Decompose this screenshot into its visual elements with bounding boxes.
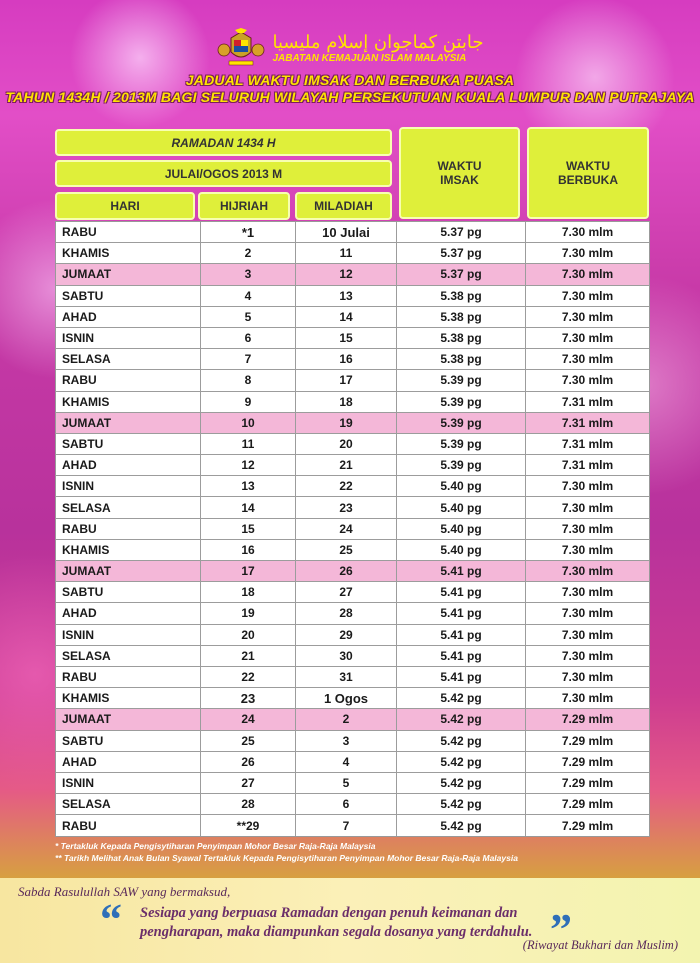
cell-hari: KHAMIS — [56, 243, 201, 263]
cell-imsak: 5.40 pg — [397, 497, 526, 517]
column-header-berbuka-label: WAKTU BERBUKA — [558, 159, 618, 187]
cell-hijriah: 24 — [201, 709, 296, 729]
cell-hari: KHAMIS — [56, 540, 201, 560]
cell-hijriah: 17 — [201, 561, 296, 581]
cell-miladiah: 6 — [296, 794, 397, 814]
cell-imsak: 5.38 pg — [397, 349, 526, 369]
cell-hijriah: *1 — [201, 222, 296, 242]
table-row — [56, 773, 649, 794]
cell-berbuka: 7.31 mlm — [561, 458, 614, 473]
open-quote-icon: “ — [100, 895, 122, 944]
cell-berbuka: 7.31 mlm — [561, 394, 614, 409]
cell-berbuka: 7.30 mlm — [561, 331, 614, 346]
table-row — [56, 286, 649, 307]
column-header-imsak — [399, 127, 520, 219]
quote-text: Sesiapa yang berpuasa Ramadan dengan penuh keimanan dan pengharapan, maka diampunkan segala dosanya yang terdahulu. — [140, 905, 533, 940]
cell-berbuka: 7.29 mlm — [561, 754, 614, 769]
cell-berbuka: 7.30 mlm — [561, 225, 614, 240]
table-row — [56, 434, 649, 455]
column-header-hari: HARI — [55, 192, 195, 220]
cell-imsak: 5.41 pg — [397, 561, 526, 581]
cell-hijriah: 28 — [201, 794, 296, 814]
cell-berbuka: 7.29 mlm — [561, 818, 614, 833]
cell-berbuka: 7.30 mlm — [561, 648, 614, 663]
table-row — [56, 667, 649, 688]
quote-source: (Riwayat Bukhari dan Muslim) — [522, 938, 678, 952]
cell-imsak: 5.39 pg — [397, 434, 526, 454]
cell-hari: SABTU — [56, 286, 201, 306]
cell-hari: SELASA — [56, 497, 201, 517]
coat-of-arms-icon — [217, 28, 265, 68]
cell-imsak: 5.41 pg — [397, 582, 526, 602]
cell-imsak: 5.42 pg — [397, 752, 526, 772]
table-row — [56, 307, 649, 328]
cell-berbuka: 7.29 mlm — [561, 733, 614, 748]
table-row — [56, 264, 649, 285]
cell-hari: AHAD — [56, 603, 201, 623]
cell-hijriah: 27 — [201, 773, 296, 793]
column-header-imsak-label: WAKTU IMSAK — [437, 159, 482, 187]
page-subtitle: TAHUN 1434H / 2013M BAGI SELURUH WILAYAH PERSEKUTUAN KUALA LUMPUR DAN PUTRAJAYA — [5, 89, 695, 105]
cell-hijriah: 19 — [201, 603, 296, 623]
table-row — [56, 582, 649, 603]
cell-hijriah: 25 — [201, 731, 296, 751]
table-row — [56, 709, 649, 730]
quote-intro: Sabda Rasulullah SAW yang bermaksud, — [18, 884, 231, 899]
cell-berbuka: 7.30 mlm — [561, 373, 614, 388]
cell-miladiah: 10 Julai — [296, 222, 397, 242]
cell-hari: JUMAAT — [56, 413, 201, 433]
close-quote-icon: ” — [550, 905, 572, 954]
cell-berbuka: 7.30 mlm — [561, 691, 614, 706]
cell-hari: RABU — [56, 370, 201, 390]
cell-hijriah: 14 — [201, 497, 296, 517]
cell-miladiah: 14 — [296, 307, 397, 327]
cell-imsak: 5.37 pg — [397, 243, 526, 263]
cell-hari: SELASA — [56, 349, 201, 369]
table-row — [56, 519, 649, 540]
page-title: JADUAL WAKTU IMSAK DAN BERBUKA PUASA — [185, 72, 515, 88]
table-row — [56, 349, 649, 370]
table-row — [56, 752, 649, 773]
table-row — [56, 815, 649, 836]
cell-hari: ISNIN — [56, 476, 201, 496]
cell-miladiah: 19 — [296, 413, 397, 433]
cell-hijriah: **29 — [201, 815, 296, 836]
cell-hijriah: 11 — [201, 434, 296, 454]
cell-miladiah: 21 — [296, 455, 397, 475]
cell-imsak: 5.42 pg — [397, 815, 526, 836]
cell-imsak: 5.41 pg — [397, 625, 526, 645]
cell-imsak: 5.40 pg — [397, 519, 526, 539]
table-row — [56, 561, 649, 582]
cell-hari: RABU — [56, 222, 201, 242]
cell-miladiah: 12 — [296, 264, 397, 284]
cell-miladiah: 26 — [296, 561, 397, 581]
table-row — [56, 731, 649, 752]
cell-hijriah: 18 — [201, 582, 296, 602]
cell-miladiah: 25 — [296, 540, 397, 560]
page-header — [0, 28, 700, 105]
cell-hijriah: 15 — [201, 519, 296, 539]
cell-imsak: 5.42 pg — [397, 709, 526, 729]
cell-miladiah: 5 — [296, 773, 397, 793]
cell-berbuka: 7.30 mlm — [561, 500, 614, 515]
cell-berbuka: 7.30 mlm — [561, 542, 614, 557]
cell-hijriah: 8 — [201, 370, 296, 390]
cell-imsak: 5.37 pg — [397, 222, 526, 242]
cell-imsak: 5.42 pg — [397, 688, 526, 708]
cell-hijriah: 2 — [201, 243, 296, 263]
cell-hari: ISNIN — [56, 625, 201, 645]
cell-hijriah: 4 — [201, 286, 296, 306]
cell-imsak: 5.38 pg — [397, 328, 526, 348]
cell-imsak: 5.38 pg — [397, 307, 526, 327]
cell-hijriah: 7 — [201, 349, 296, 369]
cell-berbuka: 7.30 mlm — [561, 267, 614, 282]
cell-imsak: 5.37 pg — [397, 264, 526, 284]
footnote-1: * Tertakluk Kepada Pengisytiharan Penyimpan Mohor Besar Raja-Raja Malaysia — [55, 841, 376, 851]
cell-hijriah: 23 — [201, 688, 296, 708]
cell-miladiah: 18 — [296, 392, 397, 412]
cell-hari: RABU — [56, 667, 201, 687]
cell-miladiah: 31 — [296, 667, 397, 687]
table-row — [56, 794, 649, 815]
table-row — [56, 370, 649, 391]
cell-miladiah: 17 — [296, 370, 397, 390]
cell-berbuka: 7.30 mlm — [561, 606, 614, 621]
cell-hijriah: 10 — [201, 413, 296, 433]
cell-imsak: 5.41 pg — [397, 646, 526, 666]
cell-hari: ISNIN — [56, 328, 201, 348]
cell-hari: AHAD — [56, 307, 201, 327]
cell-miladiah: 1 Ogos — [296, 688, 397, 708]
cell-miladiah: 23 — [296, 497, 397, 517]
table-row — [56, 243, 649, 264]
cell-imsak: 5.42 pg — [397, 731, 526, 751]
cell-hari: RABU — [56, 519, 201, 539]
cell-berbuka: 7.30 mlm — [561, 585, 614, 600]
cell-miladiah: 2 — [296, 709, 397, 729]
cell-hijriah: 13 — [201, 476, 296, 496]
table-row — [56, 476, 649, 497]
footnotes — [55, 840, 665, 864]
table-row — [56, 222, 649, 243]
cell-imsak: 5.38 pg — [397, 286, 526, 306]
cell-imsak: 5.40 pg — [397, 476, 526, 496]
cell-berbuka: 7.30 mlm — [561, 521, 614, 536]
cell-hijriah: 21 — [201, 646, 296, 666]
department-logo-row — [0, 28, 700, 68]
cell-hari: KHAMIS — [56, 688, 201, 708]
cell-hari: KHAMIS — [56, 392, 201, 412]
schedule-table — [55, 221, 650, 837]
cell-miladiah: 24 — [296, 519, 397, 539]
cell-miladiah: 22 — [296, 476, 397, 496]
cell-hijriah: 6 — [201, 328, 296, 348]
cell-miladiah: 30 — [296, 646, 397, 666]
cell-hari: ISNIN — [56, 773, 201, 793]
department-name-jawi: جابتن كماجوان إسلام مليسيا — [272, 31, 484, 53]
cell-hijriah: 26 — [201, 752, 296, 772]
cell-berbuka: 7.30 mlm — [561, 352, 614, 367]
cell-imsak: 5.41 pg — [397, 667, 526, 687]
cell-hari: SABTU — [56, 731, 201, 751]
table-row — [56, 540, 649, 561]
table-row — [56, 688, 649, 709]
cell-hari: AHAD — [56, 455, 201, 475]
cell-hari: SABTU — [56, 434, 201, 454]
table-row — [56, 413, 649, 434]
cell-berbuka: 7.30 mlm — [561, 309, 614, 324]
cell-hijriah: 12 — [201, 455, 296, 475]
cell-hijriah: 9 — [201, 392, 296, 412]
cell-miladiah: 16 — [296, 349, 397, 369]
column-header-hijriah: HIJRIAH — [198, 192, 290, 220]
table-row — [56, 625, 649, 646]
cell-hari: JUMAAT — [56, 709, 201, 729]
cell-hari: JUMAAT — [56, 264, 201, 284]
cell-berbuka: 7.29 mlm — [561, 775, 614, 790]
cell-miladiah: 7 — [296, 815, 397, 836]
cell-imsak: 5.40 pg — [397, 540, 526, 560]
months-header: JULAI/OGOS 2013 M — [55, 160, 392, 187]
cell-miladiah: 29 — [296, 625, 397, 645]
cell-hijriah: 16 — [201, 540, 296, 560]
cell-hari: SELASA — [56, 794, 201, 814]
cell-hari: SELASA — [56, 646, 201, 666]
cell-miladiah: 4 — [296, 752, 397, 772]
cell-miladiah: 11 — [296, 243, 397, 263]
cell-imsak: 5.42 pg — [397, 794, 526, 814]
cell-miladiah: 27 — [296, 582, 397, 602]
column-header-berbuka — [527, 127, 649, 219]
department-name-block — [273, 33, 484, 64]
cell-miladiah: 3 — [296, 731, 397, 751]
table-row — [56, 497, 649, 518]
ramadan-header: RAMADAN 1434 H — [55, 129, 392, 156]
table-row — [56, 646, 649, 667]
cell-hari: SABTU — [56, 582, 201, 602]
cell-miladiah: 15 — [296, 328, 397, 348]
cell-berbuka: 7.30 mlm — [561, 564, 614, 579]
cell-miladiah: 28 — [296, 603, 397, 623]
cell-imsak: 5.39 pg — [397, 392, 526, 412]
cell-miladiah: 13 — [296, 286, 397, 306]
cell-berbuka: 7.30 mlm — [561, 479, 614, 494]
cell-miladiah: 20 — [296, 434, 397, 454]
cell-berbuka: 7.31 mlm — [561, 415, 614, 430]
department-name: JABATAN KEMAJUAN ISLAM MALAYSIA — [272, 52, 467, 64]
table-row — [56, 455, 649, 476]
cell-imsak: 5.39 pg — [397, 413, 526, 433]
cell-berbuka: 7.31 mlm — [561, 436, 614, 451]
cell-berbuka: 7.30 mlm — [561, 670, 614, 685]
cell-imsak: 5.39 pg — [397, 455, 526, 475]
cell-berbuka: 7.29 mlm — [561, 712, 614, 727]
table-row — [56, 328, 649, 349]
column-header-miladiah: MILADIAH — [295, 192, 392, 220]
cell-imsak: 5.39 pg — [397, 370, 526, 390]
table-row — [56, 392, 649, 413]
cell-hijriah: 22 — [201, 667, 296, 687]
cell-hari: RABU — [56, 815, 201, 836]
footnote-2: ** Tarikh Melihat Anak Bulan Syawal Tertakluk Kepada Pengisytiharan Penyimpan Mohor Besar Raja-Raja Malaysia — [55, 853, 518, 863]
cell-hijriah: 3 — [201, 264, 296, 284]
cell-hijriah: 20 — [201, 625, 296, 645]
table-row — [56, 603, 649, 624]
cell-hijriah: 5 — [201, 307, 296, 327]
cell-imsak: 5.42 pg — [397, 773, 526, 793]
cell-berbuka: 7.29 mlm — [561, 797, 614, 812]
cell-berbuka: 7.30 mlm — [561, 246, 614, 261]
cell-imsak: 5.41 pg — [397, 603, 526, 623]
cell-berbuka: 7.30 mlm — [561, 288, 614, 303]
cell-hari: JUMAAT — [56, 561, 201, 581]
cell-hari: AHAD — [56, 752, 201, 772]
cell-berbuka: 7.30 mlm — [561, 627, 614, 642]
